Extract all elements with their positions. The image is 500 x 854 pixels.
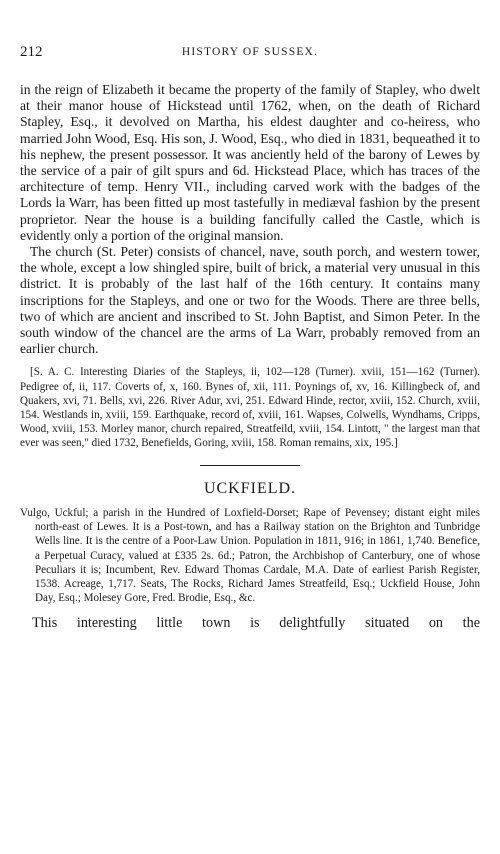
references-note: [S. A. C. Interesting Diaries of the Stapleys, ii, 102—128 (Turner). xviii, 151—162 (Turner). Pedigree of, ii, 117. Coverts of, x, 160. Bynes of, xii, 111. Poynings of, xv, 16. Killingbeck of, and Quakers, xvi, 71. Bells, xvi, 226. River Adur, xvi, 251. Edward Hinde, rector, xviii, 152. Church, xviii, 154. Westlands in, xviii, 159. Earthquake, record of, xviii, 161. Wapses, Colwells, Wyndhams, Cripps, Wood, xviii, 153. Morley manor, church repaired, Streatfeild, xviii, 154. Lintott, " the largest man that ever was seen," died 1732, Benefields, Goring, xviii, 158. Roman remains, xix, 195.] bbox=[20, 366, 480, 449]
page-number: 212 bbox=[20, 44, 43, 60]
book-page bbox=[20, 44, 480, 632]
section-divider bbox=[200, 465, 300, 466]
running-title: HISTORY OF SUSSEX. bbox=[181, 46, 319, 58]
paragraph-stapley-family: in the reign of Elizabeth it became the property of the family of Stapley, who dwelt at their manor house of Hickstead until 1762, when, on the death of Richard Stapley, Esq., it devolved on Martha, his eldest daughter and co-heiress, who married John Wood, Esq. His son, J. Wood, Esq., who died in 1831, bequeathed it to his nephew, the present possessor. It was anciently held of the barony of Lewes by the service of a pair of gilt spurs and 6d. Hickstead Place, which has traces of the architecture of temp. Henry VII., including carved work with the badges of the Lords la Warr, has been fitted up most tastefully in mediæval fashion by the present proprietor. Near the house is a building fancifully called the Castle, which is evidently only a portion of the original mansion. bbox=[20, 82, 480, 243]
closing-line: This interesting little town is delightfully situated on the bbox=[32, 615, 480, 632]
parish-entry-uckfield: Vulgo, Uckful; a parish in the Hundred of Loxfield-Dorset; Rape of Pevensey; distant eight miles north-east of Lewes. It is a Post-town, and has a Railway station on the Brighton and Tunbridge Wells line. It is the centre of a Poor-Law Union. Population in 1811, 916; in 1861, 1,740. Benefice, a Perpetual Curacy, valued at £335 2s. 6d.; Patron, the Archbishop of Canterbury, one of whose Peculiars it is; Incumbent, Rev. Edward Thomas Cardale, M.A. Date of earliest Parish Register, 1538. Acreage, 1,717. Seats, The Rocks, Richard James Streatfeild, Esq.; Uckfield House, John Day, Esq.; Molesey Gore, Fred. Brodie, Esq., &c. bbox=[20, 507, 480, 605]
paragraph-church: The church (St. Peter) consists of chancel, nave, south porch, and western tower, the whole, except a low shingled spire, built of brick, a material very unusual in this district. It is probably of the last half of the 16th century. It contains many inscriptions for the Stapleys, and one or two for the Woods. There are three bells, two of which are ancient and inscribed to St. John Baptist, and Simon Peter. In the south window of the chancel are the arms of La Warr, probably removed from an earlier church. bbox=[20, 244, 480, 357]
running-head bbox=[20, 44, 480, 64]
section-heading-uckfield: UCKFIELD. bbox=[203, 480, 297, 498]
